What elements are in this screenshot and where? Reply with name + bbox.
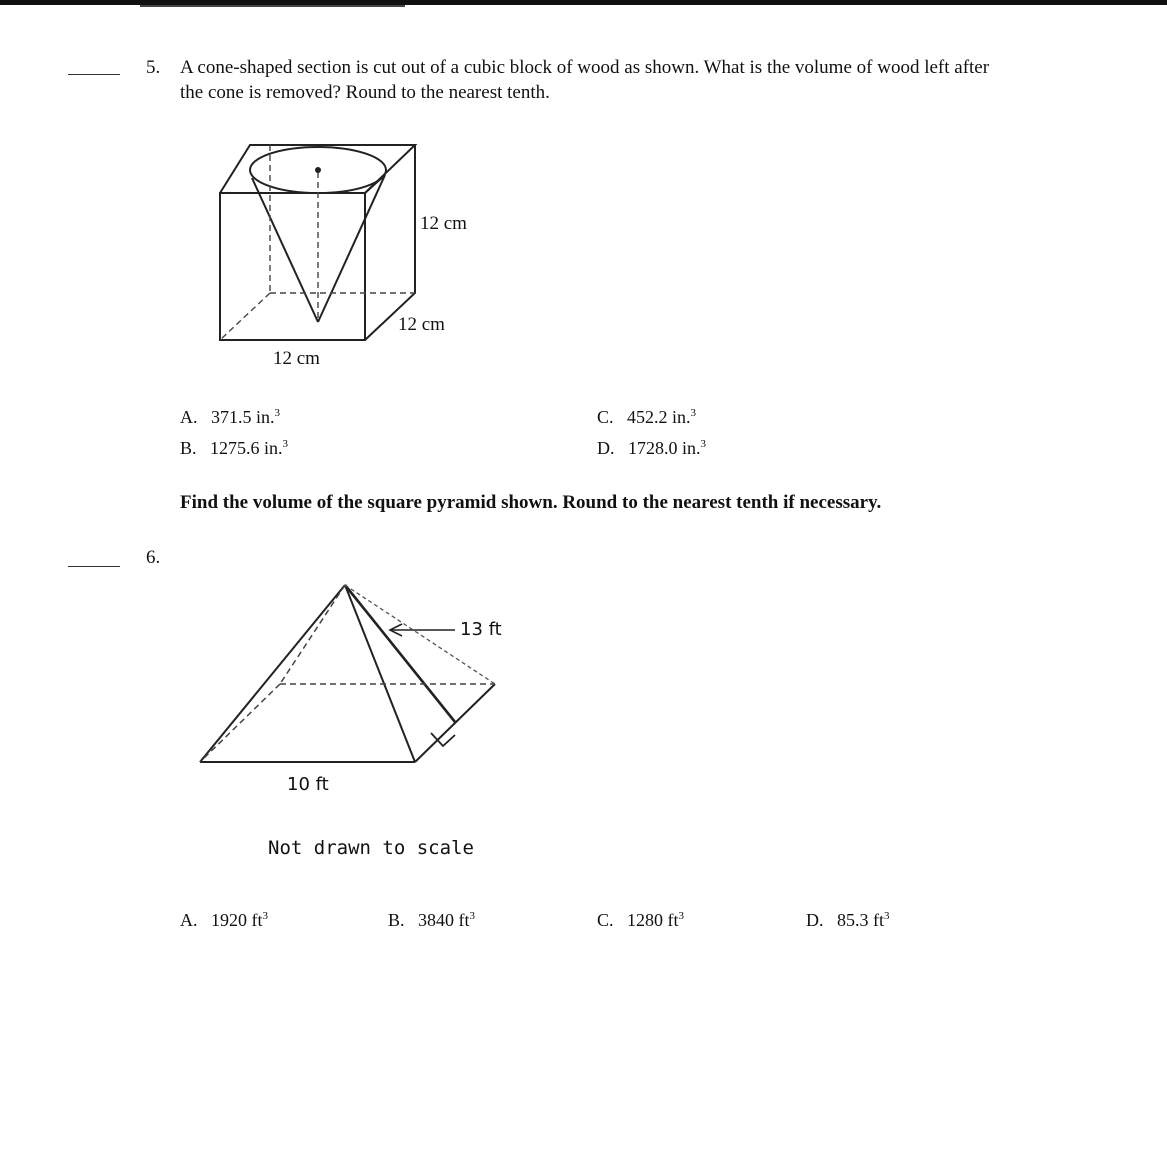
label-cube-depth: 12 cm [398,314,445,335]
choice-exponent: 3 [884,910,890,922]
choice-exponent: 3 [700,438,707,450]
label-cube-width: 12 cm [273,348,320,369]
label-base-edge: 10 ft [287,774,329,795]
pyramid-hidden-left-edge [200,684,280,762]
not-to-scale-note: Not drawn to scale [268,837,474,859]
choice-letter: D. [597,438,615,458]
pyramid-base-right-edge [415,684,495,762]
choice-exponent: 3 [469,910,476,922]
choice-letter: B. [180,438,197,458]
q6-number: 6. [146,547,161,568]
choice-letter: B. [388,910,405,930]
choice-exponent: 3 [274,407,281,419]
choice-value: 452.2 in. [627,407,691,427]
q5-text-line2: the cone is removed? Round to the nearest tenth. [180,82,550,103]
pyramid-front-edge [345,585,415,762]
choice-exponent: 3 [282,438,289,450]
q5-text-line1: A cone-shaped section is cut out of a cubic block of wood as shown. What is the volume of wood left after [180,57,990,78]
choice-value: 85.3 ft [837,910,884,930]
q6-choice-b[interactable] [388,910,475,931]
choice-letter: D. [806,910,824,930]
pyramid-left-edge [200,585,345,762]
section-instruction: Find the volume of the square pyramid shown. Round to the nearest tenth if necessary. [180,492,882,513]
q6-choice-c[interactable] [597,910,684,931]
pyramid-hidden-back-left-edge [280,585,345,684]
choice-value: 3840 ft [418,910,470,930]
choice-exponent: 3 [690,407,697,419]
choice-letter: C. [597,407,614,427]
choice-value: 371.5 in. [211,407,275,427]
choice-value: 1728.0 in. [628,438,701,458]
choice-value: 1280 ft [627,910,679,930]
choice-exponent: 3 [262,910,268,922]
choice-letter: A. [180,910,198,930]
choice-exponent: 3 [678,910,685,922]
q6-choice-d[interactable] [806,910,890,931]
q5-number: 5. [146,57,161,78]
choice-letter: C. [597,910,614,930]
label-cube-height: 12 cm [420,213,467,234]
choice-value: 1920 ft [211,910,263,930]
choice-value: 1275.6 in. [210,438,283,458]
label-slant-height: 13 ft [460,619,502,640]
slant-height-line [345,585,455,722]
choice-letter: A. [180,407,198,427]
q6-choice-a[interactable] [180,910,268,931]
